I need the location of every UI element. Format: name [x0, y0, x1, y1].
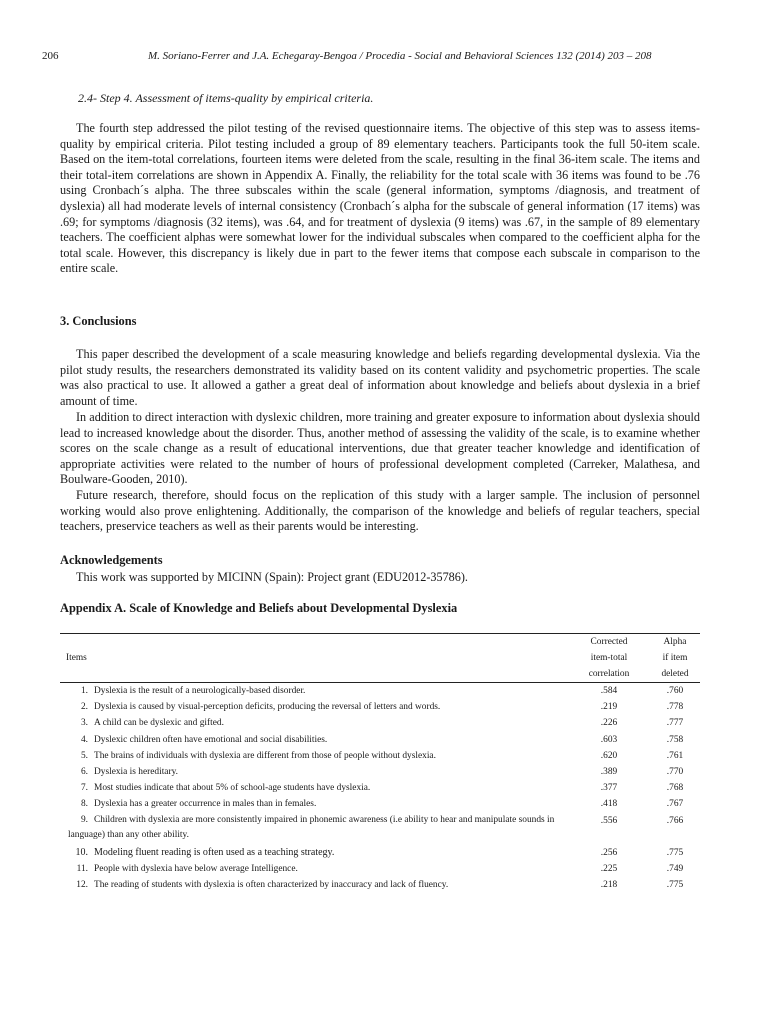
item-number: 6.	[80, 767, 88, 778]
appendix-table	[60, 633, 700, 893]
correlation-value: .620	[600, 750, 618, 761]
conclusions-paragraph-2: In addition to direct interaction with dyslexic children, more training and greater exposure to information about dyslexia should lead to increased knowledge about the disorder. Thus, another method of assessing the validity of the scale, is to examine whether scores on the scale change as a result of educational interventions, due that greater teacher knowledge and identification of appropriate activities were related to the number of hours of professional development completed (Carreker, Malathesa, and Boulware-Gooden, 2010).	[60, 410, 700, 487]
alpha-value: .777	[666, 718, 684, 729]
item-cell	[60, 877, 568, 893]
section-heading-2-4: 2.4- Step 4. Assessment of items-quality by empirical criteria.	[78, 91, 374, 105]
table-row	[60, 764, 700, 780]
item-number: 1.	[80, 686, 88, 696]
item-cell	[60, 699, 568, 715]
conclusions-heading: 3. Conclusions	[60, 314, 137, 328]
alpha-value: .775	[666, 847, 684, 858]
column-header-items-label: Items	[66, 653, 87, 663]
correlation-value: .389	[600, 767, 618, 778]
item-text: A child can be dyslexic and gifted.	[94, 718, 224, 729]
item-cell	[60, 861, 568, 877]
alpha-value: .768	[666, 783, 684, 794]
table-row	[60, 748, 700, 764]
item-number: 12.	[76, 880, 88, 891]
correlation-value: .218	[600, 880, 618, 891]
column-header-correlation-line-1: Corrected	[590, 637, 628, 647]
item-number: 11.	[76, 863, 88, 874]
correlation-value: .256	[600, 847, 618, 858]
table-row	[60, 861, 700, 877]
item-cell	[60, 748, 568, 764]
item-cell	[60, 683, 568, 700]
table-row	[60, 780, 700, 796]
item-number: 3.	[80, 718, 88, 729]
item-text: Dyslexic children often have emotional and social disabilities.	[94, 734, 328, 745]
section-2-4-paragraph: The fourth step addressed the pilot testing of the revised questionnaire items. The objective of this step was to assess items-quality by empirical criteria. Pilot testing included a group of 89 elementary teachers. Participants took the full 50-item scale. Based on the item-total correlations, fourteen items were deleted from the scale, resulting in the final 36-item scale. The items and their total-item correlations are shown in Appendix A. Finally, the reliability for the total scale with 36 items was found to be .76 using Cronbach´s alpha. The three subscales within the scale (general information, symptoms /diagnosis, and treatment of dyslexia) all had moderate levels of internal consistency (Cronbach´s alpha for the subscale of general information (17 items) was .69; for symptoms /diagnosis (32 items), was .64, and for treatment of dyslexia (9 items) was .67, in the sample of 89 elementary teachers. The coefficient alphas were somewhat lower for the individual subscales when compared to the coefficient alpha for the total scale. However, this discrepancy is likely due in part to the fewer items that compose each subscale in comparison to the entire scale.	[60, 121, 700, 276]
correlation-value: .556	[600, 815, 618, 826]
table-row	[60, 683, 700, 700]
correlation-value: .603	[600, 734, 618, 745]
column-header-alpha-line-3: deleted	[661, 669, 689, 679]
item-cell	[60, 715, 568, 731]
table-row	[60, 699, 700, 715]
item-cell	[60, 780, 568, 796]
alpha-value: .761	[666, 750, 684, 761]
correlation-value: .226	[600, 718, 618, 729]
page-number: 206	[42, 50, 59, 62]
conclusions-paragraph-1: This paper described the development of a scale measuring knowledge and beliefs regarding developmental dyslexia. Via the pilot study results, the researchers demonstrated its validity based on its content validity and psychometric properties. The scale was also practical to use. It allowed a gather a great deal of information about knowledge and beliefs about dyslexia in a brief amount of time.	[60, 347, 700, 408]
item-text: Dyslexia is hereditary.	[94, 767, 178, 778]
table-row	[60, 732, 700, 748]
item-number: 7.	[80, 783, 88, 794]
item-number: 5.	[80, 750, 88, 761]
item-number: 10.	[75, 846, 88, 858]
column-header-alpha	[650, 634, 700, 683]
correlation-value: .377	[600, 783, 618, 794]
correlation-value: .584	[600, 686, 618, 696]
alpha-value: .778	[666, 702, 684, 713]
item-text: Dyslexia has a greater occurrence in males than in females.	[94, 799, 317, 810]
item-text: The reading of students with dyslexia is often characterized by inaccuracy and lack of fluency.	[94, 880, 449, 891]
appendix-table-container	[60, 633, 700, 893]
item-number: 9.	[80, 814, 88, 825]
table-row	[60, 813, 700, 845]
item-cell	[60, 796, 568, 812]
item-text: Dyslexia is the result of a neurologically-based disorder.	[94, 686, 306, 696]
table-row	[60, 845, 700, 861]
table-row	[60, 796, 700, 812]
conclusions-paragraph-3: Future research, therefore, should focus on the replication of this study with a larger sample. The inclusion of personnel working would also prove enlightening. Additionally, the comparison of the knowledge and beliefs of regular teachers, special teachers, preservice teachers as well as their parents would be interesting.	[60, 488, 700, 534]
correlation-value: .219	[600, 702, 618, 713]
item-number: 4.	[80, 734, 88, 745]
item-text: Dyslexia is caused by visual-perception deficits, producing the reversal of letters and words.	[94, 702, 441, 713]
alpha-value: .770	[666, 767, 684, 778]
item-text: Children with dyslexia are more consistently impaired in phonemic awareness (i.e ability to hear and manipulate sounds in language) than any other ability.	[68, 814, 555, 840]
correlation-value: .418	[600, 799, 618, 810]
alpha-value: .749	[666, 863, 684, 874]
column-header-correlation-line-2: item-total	[590, 653, 628, 663]
alpha-value: .767	[666, 799, 684, 810]
column-header-alpha-line-2: if item	[662, 653, 688, 663]
acknowledgements-heading: Acknowledgements	[60, 553, 163, 567]
column-header-correlation	[568, 634, 650, 683]
acknowledgements-text: This work was supported by MICINN (Spain): Project grant (EDU2012-35786).	[76, 570, 468, 584]
item-text: The brains of individuals with dyslexia are different from those of people without dyslexia.	[94, 750, 436, 761]
item-text: Most studies indicate that about 5% of school-age students have dyslexia.	[94, 783, 371, 794]
column-header-items	[60, 634, 568, 683]
column-header-alpha-line-1: Alpha	[663, 637, 687, 647]
alpha-value: .760	[666, 686, 684, 696]
item-cell	[60, 764, 568, 780]
table-row	[60, 877, 700, 893]
alpha-value: .775	[666, 880, 684, 891]
item-text: Modeling fluent reading is often used as a teaching strategy.	[94, 846, 335, 858]
item-cell	[60, 845, 568, 861]
item-cell	[60, 813, 568, 845]
appendix-heading: Appendix A. Scale of Knowledge and Beliefs about Developmental Dyslexia	[60, 601, 458, 615]
item-number: 8.	[80, 799, 88, 810]
column-header-correlation-line-3: correlation	[588, 669, 630, 679]
item-number: 2.	[80, 702, 88, 713]
item-cell	[60, 732, 568, 748]
alpha-value: .766	[666, 815, 684, 826]
correlation-value: .225	[600, 863, 618, 874]
alpha-value: .758	[666, 734, 684, 745]
item-text: People with dyslexia have below average Intelligence.	[94, 863, 298, 874]
table-row	[60, 715, 700, 731]
running-header: M. Soriano-Ferrer and J.A. Echegaray-Bengoa / Procedia - Social and Behavioral Sciences 132 (2014) 203 – 208	[148, 50, 652, 62]
